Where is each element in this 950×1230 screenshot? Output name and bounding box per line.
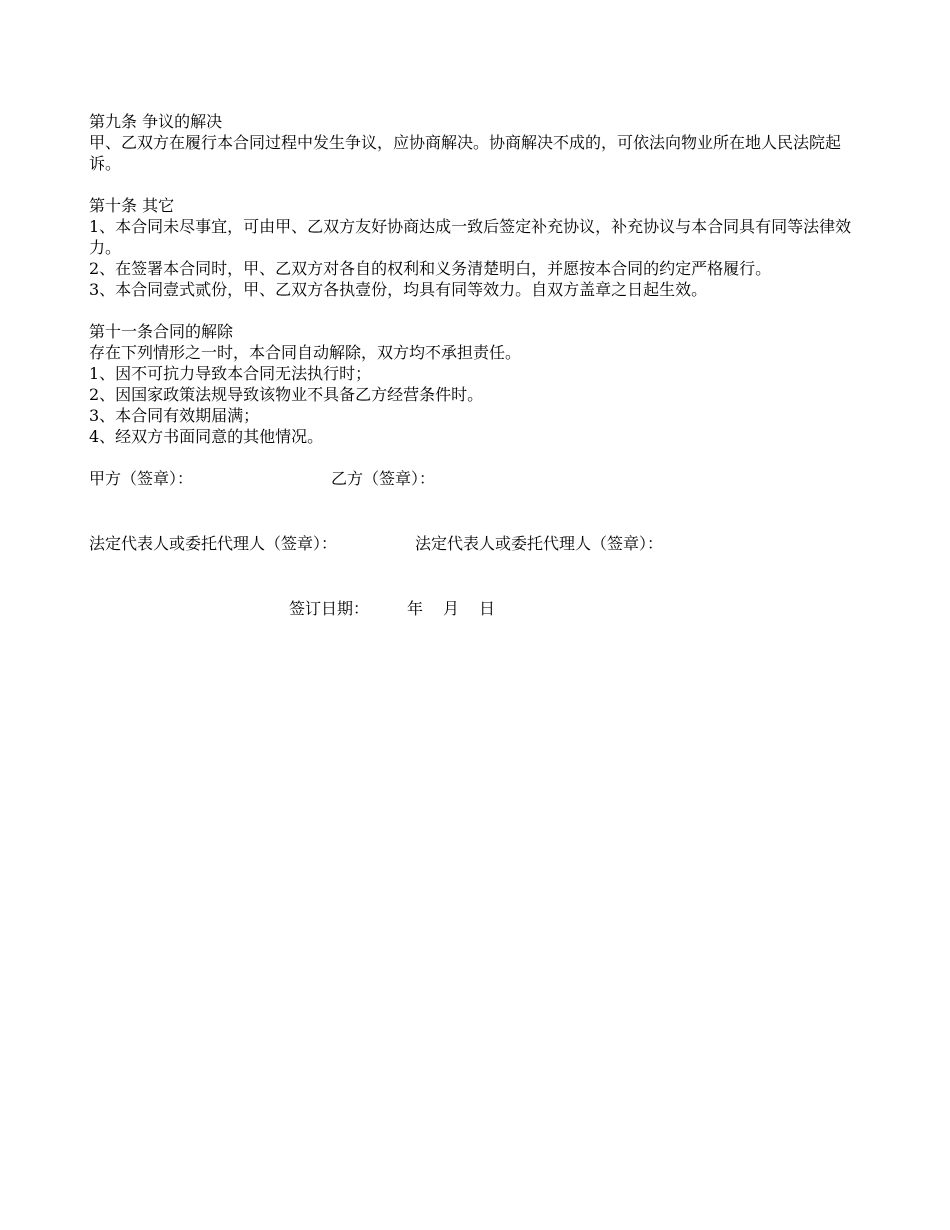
party-b-signature-label: 乙方（签章）：: [331, 469, 436, 488]
year-label: 年: [407, 599, 424, 618]
representative-signature-row: [89, 533, 879, 554]
article-10: [89, 195, 879, 300]
party-b-representative-label: 法定代表人或委托代理人（签章）：: [415, 534, 664, 553]
party-signature-row: [89, 468, 879, 489]
month-label: 月: [443, 599, 460, 618]
article-11-item: 1、因不可抗力导致本合同无法执行时；: [89, 364, 372, 383]
contract-page: [89, 111, 879, 619]
article-10-item: 2、在签署本合同时，甲、乙双方对各自的权利和义务清楚明白，并愿按本合同的约定严格履行。: [89, 259, 772, 278]
day-label: 日: [479, 599, 496, 618]
article-10-item: 3、本合同壹式贰份，甲、乙双方各执壹份，均具有同等效力。自双方盖章之日起生效。: [89, 280, 708, 299]
signing-date-fields: [407, 598, 495, 619]
article-11-item: 3、本合同有效期届满；: [89, 406, 260, 425]
article-9-body: 甲、乙双方在履行本合同过程中发生争议，应协商解决。协商解决不成的，可依法向物业所在地人民法院起诉。: [89, 133, 842, 173]
article-11-item: 2、因国家政策法规导致该物业不具备乙方经营条件时。: [89, 385, 484, 404]
article-9: [89, 111, 879, 174]
signing-date-row: [89, 598, 879, 619]
article-9-heading: 第九条 争议的解决: [89, 112, 223, 131]
article-10-heading: 第十条 其它: [89, 196, 175, 215]
party-a-signature-label: 甲方（签章）：: [89, 469, 194, 488]
signing-date-label: 签订日期：: [289, 599, 370, 618]
article-11: [89, 321, 879, 447]
article-10-item: 1、本合同未尽事宜，可由甲、乙双方友好协商达成一致后签定补充协议，补充协议与本合同具有同等法律效力。: [89, 217, 852, 257]
article-11-item: 4、经双方书面同意的其他情况。: [89, 427, 324, 446]
party-a-representative-label: 法定代表人或委托代理人（签章）：: [89, 534, 338, 553]
article-11-heading: 第十一条合同的解除: [89, 322, 234, 341]
article-11-intro: 存在下列情形之一时，本合同自动解除，双方均不承担责任。: [89, 343, 522, 362]
